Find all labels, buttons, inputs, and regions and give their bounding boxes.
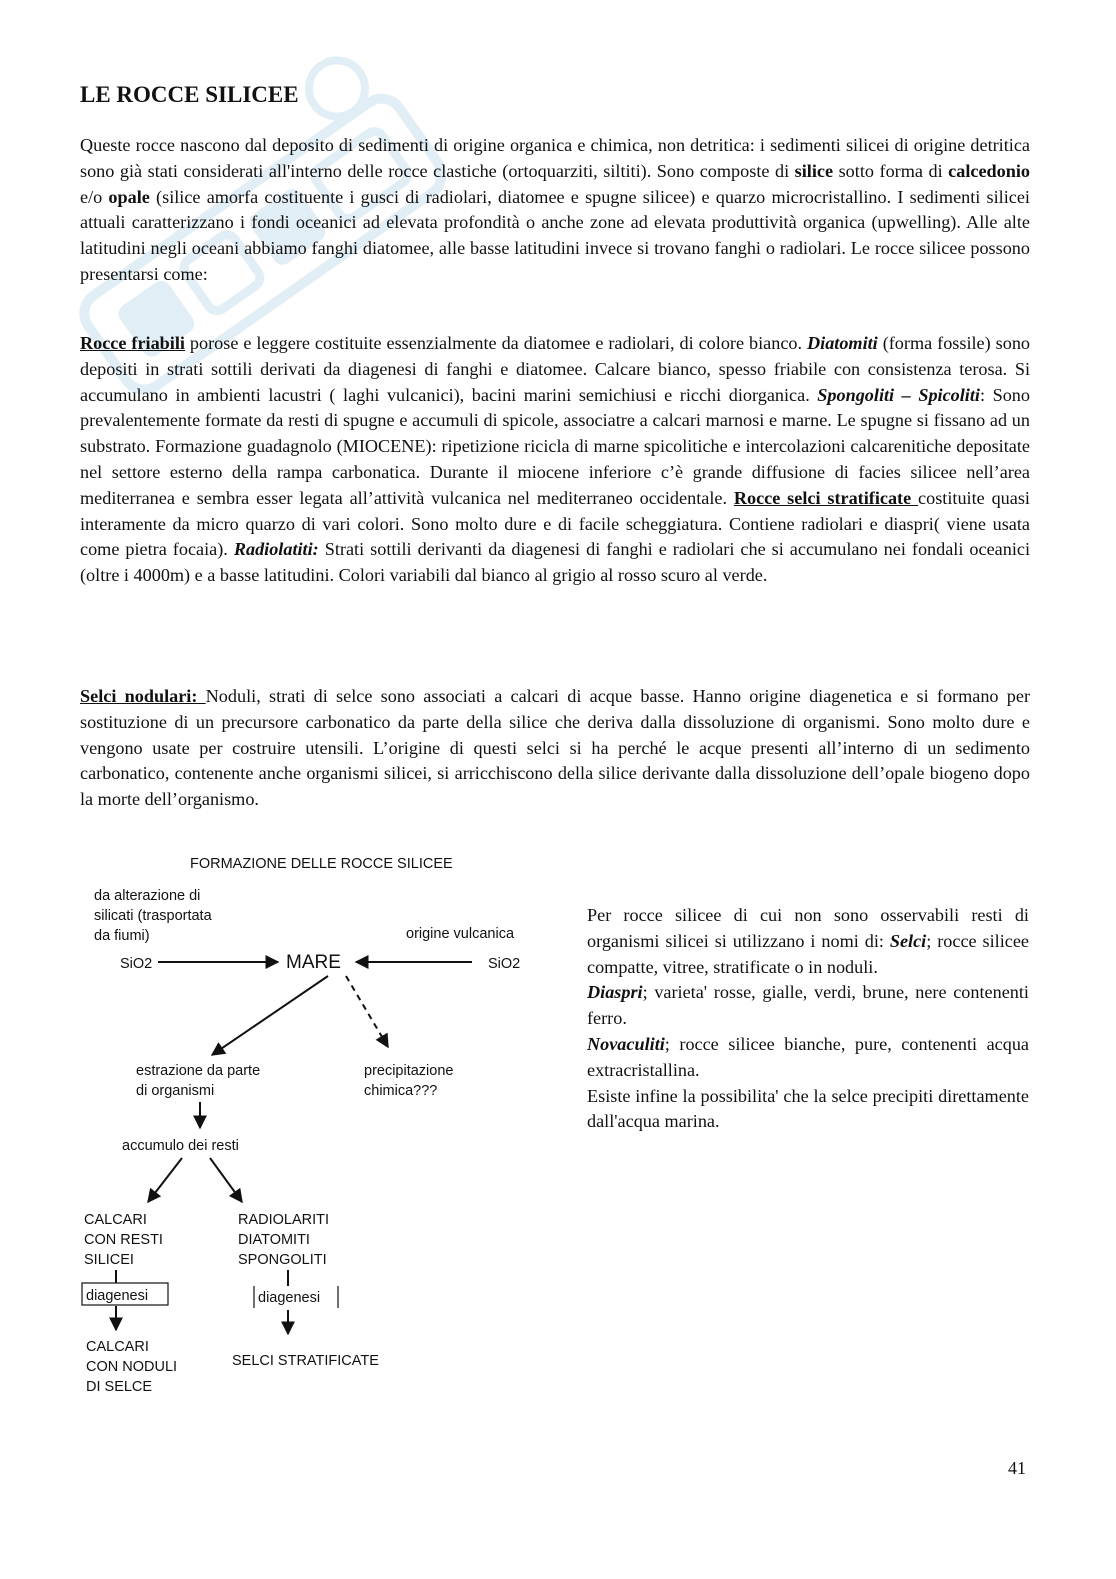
sio2-left-label: SiO2 [120, 956, 153, 972]
sea-label: MARE [286, 952, 341, 973]
diatomiti-label: Diatomiti [807, 333, 878, 353]
spongoliti-text: : Sono prevalentemente formate da resti di spugne e accumuli di spicole, associatre a calcari marnosi e marne. Le spugne si fissano ad un substrato. Formazione guadagnolo (MIOCENE): ripetizione ricicla di marne spicolitiche e intercolazioni calcarenitiche depositate nel settore esterno della rampa carbonatica. Durante il miocene inferiore c’è grande diffusione di facies silicee nell’area mediterranea e sembra esser legata all’attività vulcanica nel mediterraneo occidentale. [80, 384, 1030, 508]
nodular-chert-paragraph [80, 684, 1030, 813]
extraction-line-1: estrazione da parte [136, 1063, 261, 1079]
selci-text: ; rocce silicee compatte, vitree, stratificate o in noduli. [587, 930, 1029, 977]
intro-silice: silice [794, 160, 834, 181]
page-title: LE ROCCE SILICEE [80, 82, 299, 107]
intro-calcedonio: calcedonio [948, 160, 1030, 181]
diagram-title: FORMAZIONE DELLE ROCCE SILICEE [190, 856, 453, 872]
left-result-line-3: DI SELCE [86, 1379, 153, 1395]
intro-paragraph [80, 133, 1030, 288]
stratified-chert-text: costituite quasi interamente da micro quarzo di vari colori. Sono molto dure e di facile scheggiatura. Contiene radiolari e diaspri( viene usata come pietra focaia). [80, 487, 1030, 560]
left-branch-line-2: CON RESTI [84, 1232, 163, 1248]
left-branch-line-3: SILICEI [84, 1252, 134, 1268]
right-source-label: origine vulcanica [406, 926, 515, 942]
precipitation-line-2: chimica??? [364, 1083, 438, 1099]
right-branch-line-2: DIATOMITI [238, 1232, 310, 1248]
stratified-chert-heading: Rocce selci stratificate [733, 487, 919, 508]
intro-text-1: Queste rocce nascono dal deposito di sedimenti di origine organica e chimica, non detritica: i sedimenti silicei di origine detritica sono già stati considerati all'interno delle rocce clastiche (ortoquarziti, siltiti). Sono composte di [80, 135, 1030, 181]
intro-text-2: sotto forma di [833, 160, 949, 181]
novaculiti-label: Novaculiti [587, 1033, 665, 1054]
diatomiti-text: (forma fossile) sono depositi in strati sottili derivati da diagenesi di fanghi e diatomee. Calcare bianco, spesso friabile con consistenza terosa. Si accumulano in ambienti lacustri ( laghi vulcanici), bacini marini semichiusi e ricchi diorganica. [80, 333, 1031, 405]
extraction-line-2: di organismi [136, 1083, 215, 1099]
radiolatiti-label: Radiolatiti: [233, 539, 319, 560]
friable-rocks-text: porose e leggere costituite essenzialmente da diatomee e radiolari, di colore bianco. [184, 333, 807, 353]
nodular-chert-heading: Selci nodulari: [80, 686, 206, 706]
novaculiti-text: ; rocce silicee bianche, pure, contenenti acqua extracristallina. [587, 1033, 1029, 1080]
sidebar-closing: Esiste infine la possibilita' che la selce precipiti direttamente dall'acqua marina. [587, 1085, 1029, 1132]
friable-rocks-heading: Rocce friabili [80, 333, 185, 353]
arrow-to-left-branch [148, 1158, 182, 1202]
left-source-line-3: da fiumi) [94, 928, 150, 944]
diaspri-text: ; varieta' rosse, gialle, verdi, brune, nere contenenti ferro. [587, 982, 1029, 1029]
nodular-chert-text: Noduli, strati di selce sono associati a calcari di acque basse. Hanno origine diagenetica e si formano per sostituzione di un precursore carbonatico da parte della silice che deriva dalla dissoluzione di organismi. Sono molto dure e vengono usate per costruire utensili. L’origine di questi selci si ha perché le acque presenti all’interno di un sedimento carbonatico, contenente anche organismi silicei, si arricchiscono della silice derivante dalla dissoluzione dell’opale biogeno dopo la morte dell’organismo. [80, 686, 1030, 810]
arrow-to-right-branch [210, 1158, 242, 1202]
left-source-line-2: silicati (trasportata [94, 908, 212, 924]
arrow-to-extraction [212, 976, 328, 1055]
page-number: 41 [1008, 1458, 1026, 1478]
spongoliti-label: Spongoliti – Spicoliti [817, 384, 980, 405]
intro-text-4: (silice amorfa costituente i gusci di radiolari, diatomee e spugne silicee) e quarzo microcristallino. I sedimenti silicei attuali caratterizzano i fondi oceanici ad elevata profondità o anche zone ad elevata produttività organica (upwelling). Alle alte latitudini negli oceani abbiamo fanghi diatomee, alle basse latitudini invece si trovano fanghi o radiolari. Le rocce silicee possono presentarsi come: [80, 186, 1030, 284]
left-branch-line-1: CALCARI [84, 1212, 147, 1228]
formation-diagram [70, 850, 570, 1410]
sidebar-paragraph [587, 903, 1029, 1135]
intro-text-3: e/o [80, 186, 109, 207]
left-result-line-2: CON NODULI [86, 1359, 178, 1375]
sidebar-intro: Per rocce silicee di cui non sono osservabili resti di organismi silicei si utilizzano i nomi di: [587, 905, 1029, 951]
diagenesis-right-label: diagenesi [258, 1290, 321, 1306]
selci-label: Selci [889, 930, 927, 951]
right-result-label: SELCI STRATIFICATE [232, 1353, 379, 1369]
right-branch-line-3: SPONGOLITI [238, 1252, 327, 1268]
friable-rocks-paragraph [80, 331, 1030, 589]
intro-opale: opale [108, 186, 150, 207]
diaspri-label: Diaspri [587, 982, 643, 1003]
sio2-right-label: SiO2 [488, 956, 521, 972]
left-result-line-1: CALCARI [86, 1339, 149, 1355]
accumulation-label: accumulo dei resti [122, 1138, 239, 1154]
precipitation-line-1: precipitazione [364, 1063, 454, 1079]
right-branch-line-1: RADIOLARITI [238, 1212, 330, 1228]
left-source-line-1: da alterazione di [94, 888, 201, 904]
diagenesis-left-label: diagenesi [86, 1288, 149, 1304]
radiolatiti-text: Strati sottili derivanti da diagenesi di fanghi e radiolari che si accumulano nei fondali oceanici (oltre i 4000m) e a basse latitudini. Colori variabili dal bianco al grigio al rosso scuro al verde. [80, 539, 1030, 586]
arrow-to-precipitation-dashed [346, 976, 388, 1047]
